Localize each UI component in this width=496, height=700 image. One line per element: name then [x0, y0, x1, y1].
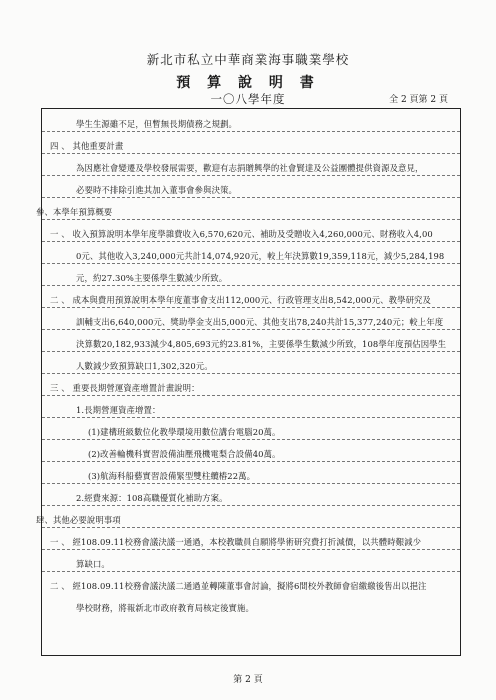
- text-line: 2.經費來源：108高職優質化補助方案。: [76, 493, 228, 503]
- text-line: 二 、 經108.09.11校務會議決議二通過並轉陳董事會討論，擬將6間校外教師會宿繳繳後售出以挹注: [50, 581, 427, 591]
- rule-line: [42, 197, 460, 198]
- text-line: 決算數20,182,933減少4,805,693元約23.81%，主要係學生數減少所致，108學年度預估因學生: [76, 339, 447, 349]
- page-info: 全 2 頁第 2 頁: [389, 95, 448, 105]
- rule-line: [42, 307, 460, 308]
- rule-line: [42, 417, 460, 418]
- rule-line: [42, 131, 460, 132]
- rule-line: [42, 285, 460, 286]
- text-line: 必要時不排除引進其加入董事會參與決策。: [76, 185, 238, 195]
- text-line: 為因應社會變遷及學校發展需要，歡迎有志捐贈興學的社會賢達及公益團體提供資源及意見，: [76, 163, 424, 173]
- text-line: 學生生源雖不足，但暫無長期債務之規劃。: [76, 119, 238, 129]
- text-line: 一 、 收入預算說明本學年度學雜費收入6,570,620元、補助及受贈收入4,260,000元、財務收入4,00: [50, 229, 433, 239]
- school-name: 新北市私立中華商業海事職業學校: [146, 52, 350, 67]
- rule-line: [42, 263, 460, 264]
- text-line: 算缺口。: [76, 559, 110, 569]
- rule-line: [42, 461, 460, 462]
- rule-line: [42, 329, 460, 330]
- section-heading: 三 、 重要長期營運資產增置計畫說明：: [50, 383, 200, 393]
- section-heading: 四 、 其他重要計畫: [50, 141, 124, 151]
- page-footer: 第 2 頁: [233, 675, 263, 685]
- rule-line: [42, 571, 460, 572]
- rule-line: [42, 175, 460, 176]
- text-line: 二 、 成本與費用預算說明本學年度董事會支出112,000元、行政管理支出8,542,000元、教學研究及: [50, 295, 432, 305]
- text-line: (1)建構班級數位化教學環境用數位講台電腦20萬。: [88, 427, 281, 437]
- rule-line: [42, 549, 460, 550]
- rule-line: [42, 527, 460, 528]
- content-box: [36, 108, 461, 656]
- rule-line: [42, 439, 460, 440]
- rule-line: [42, 505, 460, 506]
- text-line: 學校財務，將報新北市政府教育局核定後實施。: [76, 603, 254, 613]
- text-line: 0元、其他收入3,240,000元共計14,074,920元，較上年決算數19,359,118元，減少5,284,198: [76, 251, 445, 261]
- rule-line: [42, 373, 460, 374]
- rule-line: [42, 153, 460, 154]
- rule-line: [42, 483, 460, 484]
- rule-line: [42, 351, 460, 352]
- text-line: (2)改善輪機科實習設備油壓飛機電梨合設備40萬。: [88, 449, 281, 459]
- document-title: 預 算 說 明 書: [176, 75, 320, 91]
- text-line: 人數減少致預算缺口1,302,320元。: [76, 361, 213, 371]
- text-line: 元，約27.30%主要係學生數減少所致。: [76, 273, 228, 283]
- text-line: 訓輔支出6,640,000元、獎助學金支出5,000元、其他支出78,240共計15,377,240元；較上年度: [76, 317, 444, 327]
- text-line: 1.長期營運資產增置：: [76, 405, 161, 415]
- text-line: (3)航海科船藝實習設備緊型雙柱纜樁22萬。: [88, 471, 256, 481]
- text-line: 一 、 經108.09.11校務會議決議一通過，本校教職員自願將學術研究費打折減價，以共體時艱減少: [50, 537, 422, 547]
- rule-line: [42, 395, 460, 396]
- academic-year: 一〇八學年度: [210, 92, 286, 106]
- section-heading: 參、本學年預算概要: [36, 207, 113, 217]
- rule-line: [42, 219, 460, 220]
- rule-line: [42, 241, 460, 242]
- section-heading: 肆、其他必要說明事項: [36, 515, 121, 525]
